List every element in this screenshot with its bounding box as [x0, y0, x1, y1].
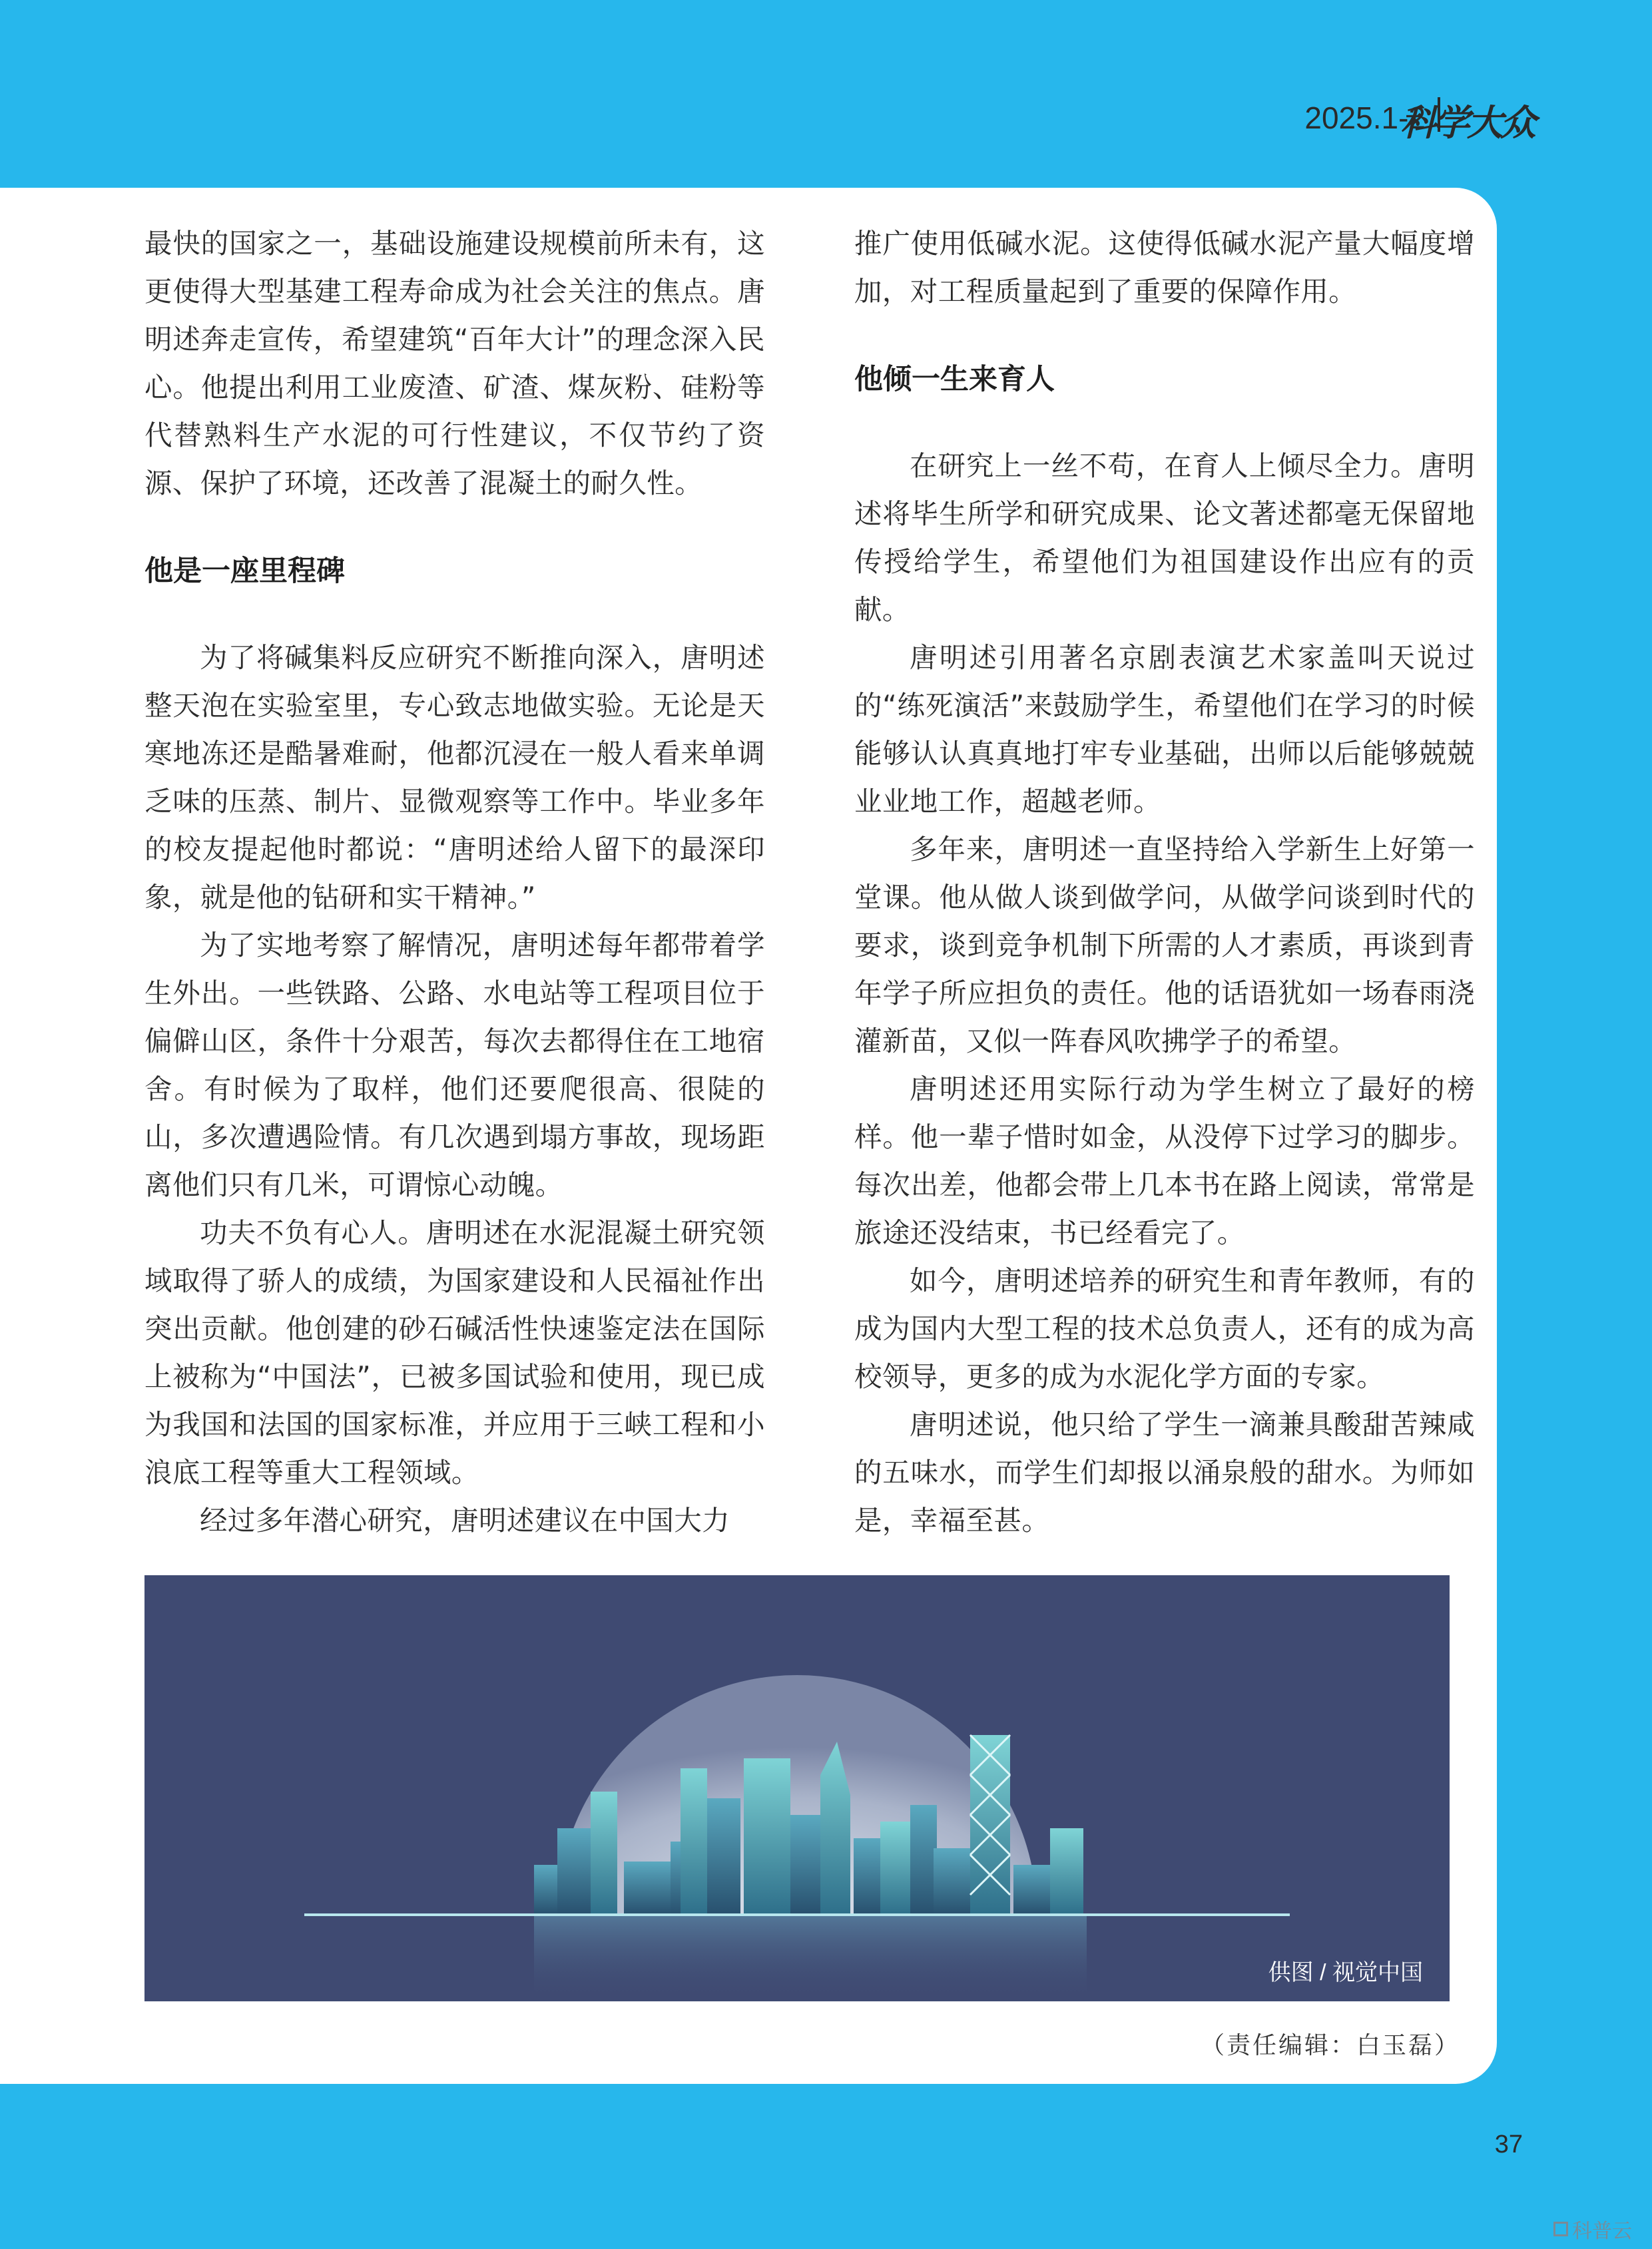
watermark-icon [1553, 2222, 1568, 2236]
magazine-logo: 科学大众 [1400, 101, 1533, 144]
page-header [0, 0, 1652, 186]
page-number: 37 [1494, 2130, 1523, 2158]
paragraph: 为了将碱集料反应研究不断推向深入，唐明述整天泡在实验室里，专心致志地做实验。无论是天寒地冻还是酷暑难耐，他都沉浸在一般人看来单调乏味的压蒸、制片、显微观察等工作中。毕业多年的校友提起他时都说：“唐明述给人留下的最深印象，就是他的钻研和实干精神。” [144, 641, 765, 913]
city-skyline-illustration [144, 1575, 1450, 2001]
responsible-editor: （责任编辑：白玉磊） [1200, 2032, 1460, 2059]
paragraph: 经过多年潜心研究，唐明述建议在中国大力 [200, 1504, 730, 1537]
water-reflection [534, 1916, 1087, 2001]
section-heading: 他倾一生来育人 [854, 363, 1055, 396]
watermark-text: 科普云 [1572, 2220, 1632, 2243]
right-column [854, 220, 1475, 1545]
paragraph: 在研究上一丝不苟，在育人上倾尽全力。唐明述将毕生所学和研究成果、论文著述都毫无保留地传授给学生，希望他们为祖国建设作出应有的贡献。 [854, 449, 1475, 626]
issue-number: 2025.1-2 [1304, 101, 1426, 135]
paragraph: 唐明述还用实际行动为学生树立了最好的榜样。他一辈子惜时如金，从没停下过学习的脚步。每次出差，他都会带上几本书在路上阅读，常常是旅途还没结束，书已经看完了。 [854, 1073, 1475, 1249]
photo-credit: 供图 / 视觉中国 [1268, 1960, 1423, 1985]
watermark [1553, 2214, 1632, 2244]
paragraph: 唐明述说，他只给了学生一滴兼具酸甜苦辣咸的五味水，而学生们却报以涌泉般的甜水。为师如是，幸福至甚。 [854, 1408, 1475, 1537]
paragraph: 为了实地考察了解情况，唐明述每年都带着学生外出。一些铁路、公路、水电站等工程项目位于偏僻山区，条件十分艰苦，每次去都得住在工地宿舍。有时候为了取样，他们还要爬很高、很陡的山，多次遭遇险情。有几次遇到塌方事故，现场距离他们只有几米，可谓惊心动魄。 [144, 929, 765, 1201]
section-heading: 他是一座里程碑 [144, 555, 345, 588]
paragraph: 功夫不负有心人。唐明述在水泥混凝土研究领域取得了骄人的成绩，为国家建设和人民福祉作出突出贡献。他创建的砂石碱活性快速鉴定法在国际上被称为“中国法”，已被多国试验和使用，现已成为我国和法国的国家标准，并应用于三峡工程和小浪底工程等重大工程领域。 [144, 1216, 765, 1489]
paragraph: 最快的国家之一，基础设施建设规模前所未有，这更使得大型基建工程寿命成为社会关注的焦点。唐明述奔走宣传，希望建筑“百年大计”的理念深入民心。他提出利用工业废渣、矿渣、煤灰粉、硅粉等代替熟料生产水泥的可行性建议，不仅节约了资源、保护了环境，还改善了混凝土的耐久性。 [144, 227, 765, 499]
paragraph: 唐明述引用著名京剧表演艺术家盖叫天说过的“练死演活”来鼓励学生，希望他们在学习的时候能够认认真真地打牢专业基础，出师以后能够兢兢业业地工作，超越老师。 [854, 641, 1475, 818]
left-column [144, 220, 765, 1545]
paragraph: 推广使用低碱水泥。这使得低碱水泥产量大幅度增加，对工程质量起到了重要的保障作用。 [854, 227, 1475, 308]
paragraph: 多年来，唐明述一直坚持给入学新生上好第一堂课。他从做人谈到做学问，从做学问谈到时代的要求，谈到竞争机制下所需的人才素质，再谈到青年学子所应担负的责任。他的话语犹如一场春雨浇灌新苗，又似一阵春风吹拂学子的希望。 [854, 833, 1475, 1057]
paragraph: 如今，唐明述培养的研究生和青年教师，有的成为国内大型工程的技术总负责人，还有的成为高校领导，更多的成为水泥化学方面的专家。 [854, 1264, 1475, 1393]
horizon-line [304, 1913, 1290, 1916]
